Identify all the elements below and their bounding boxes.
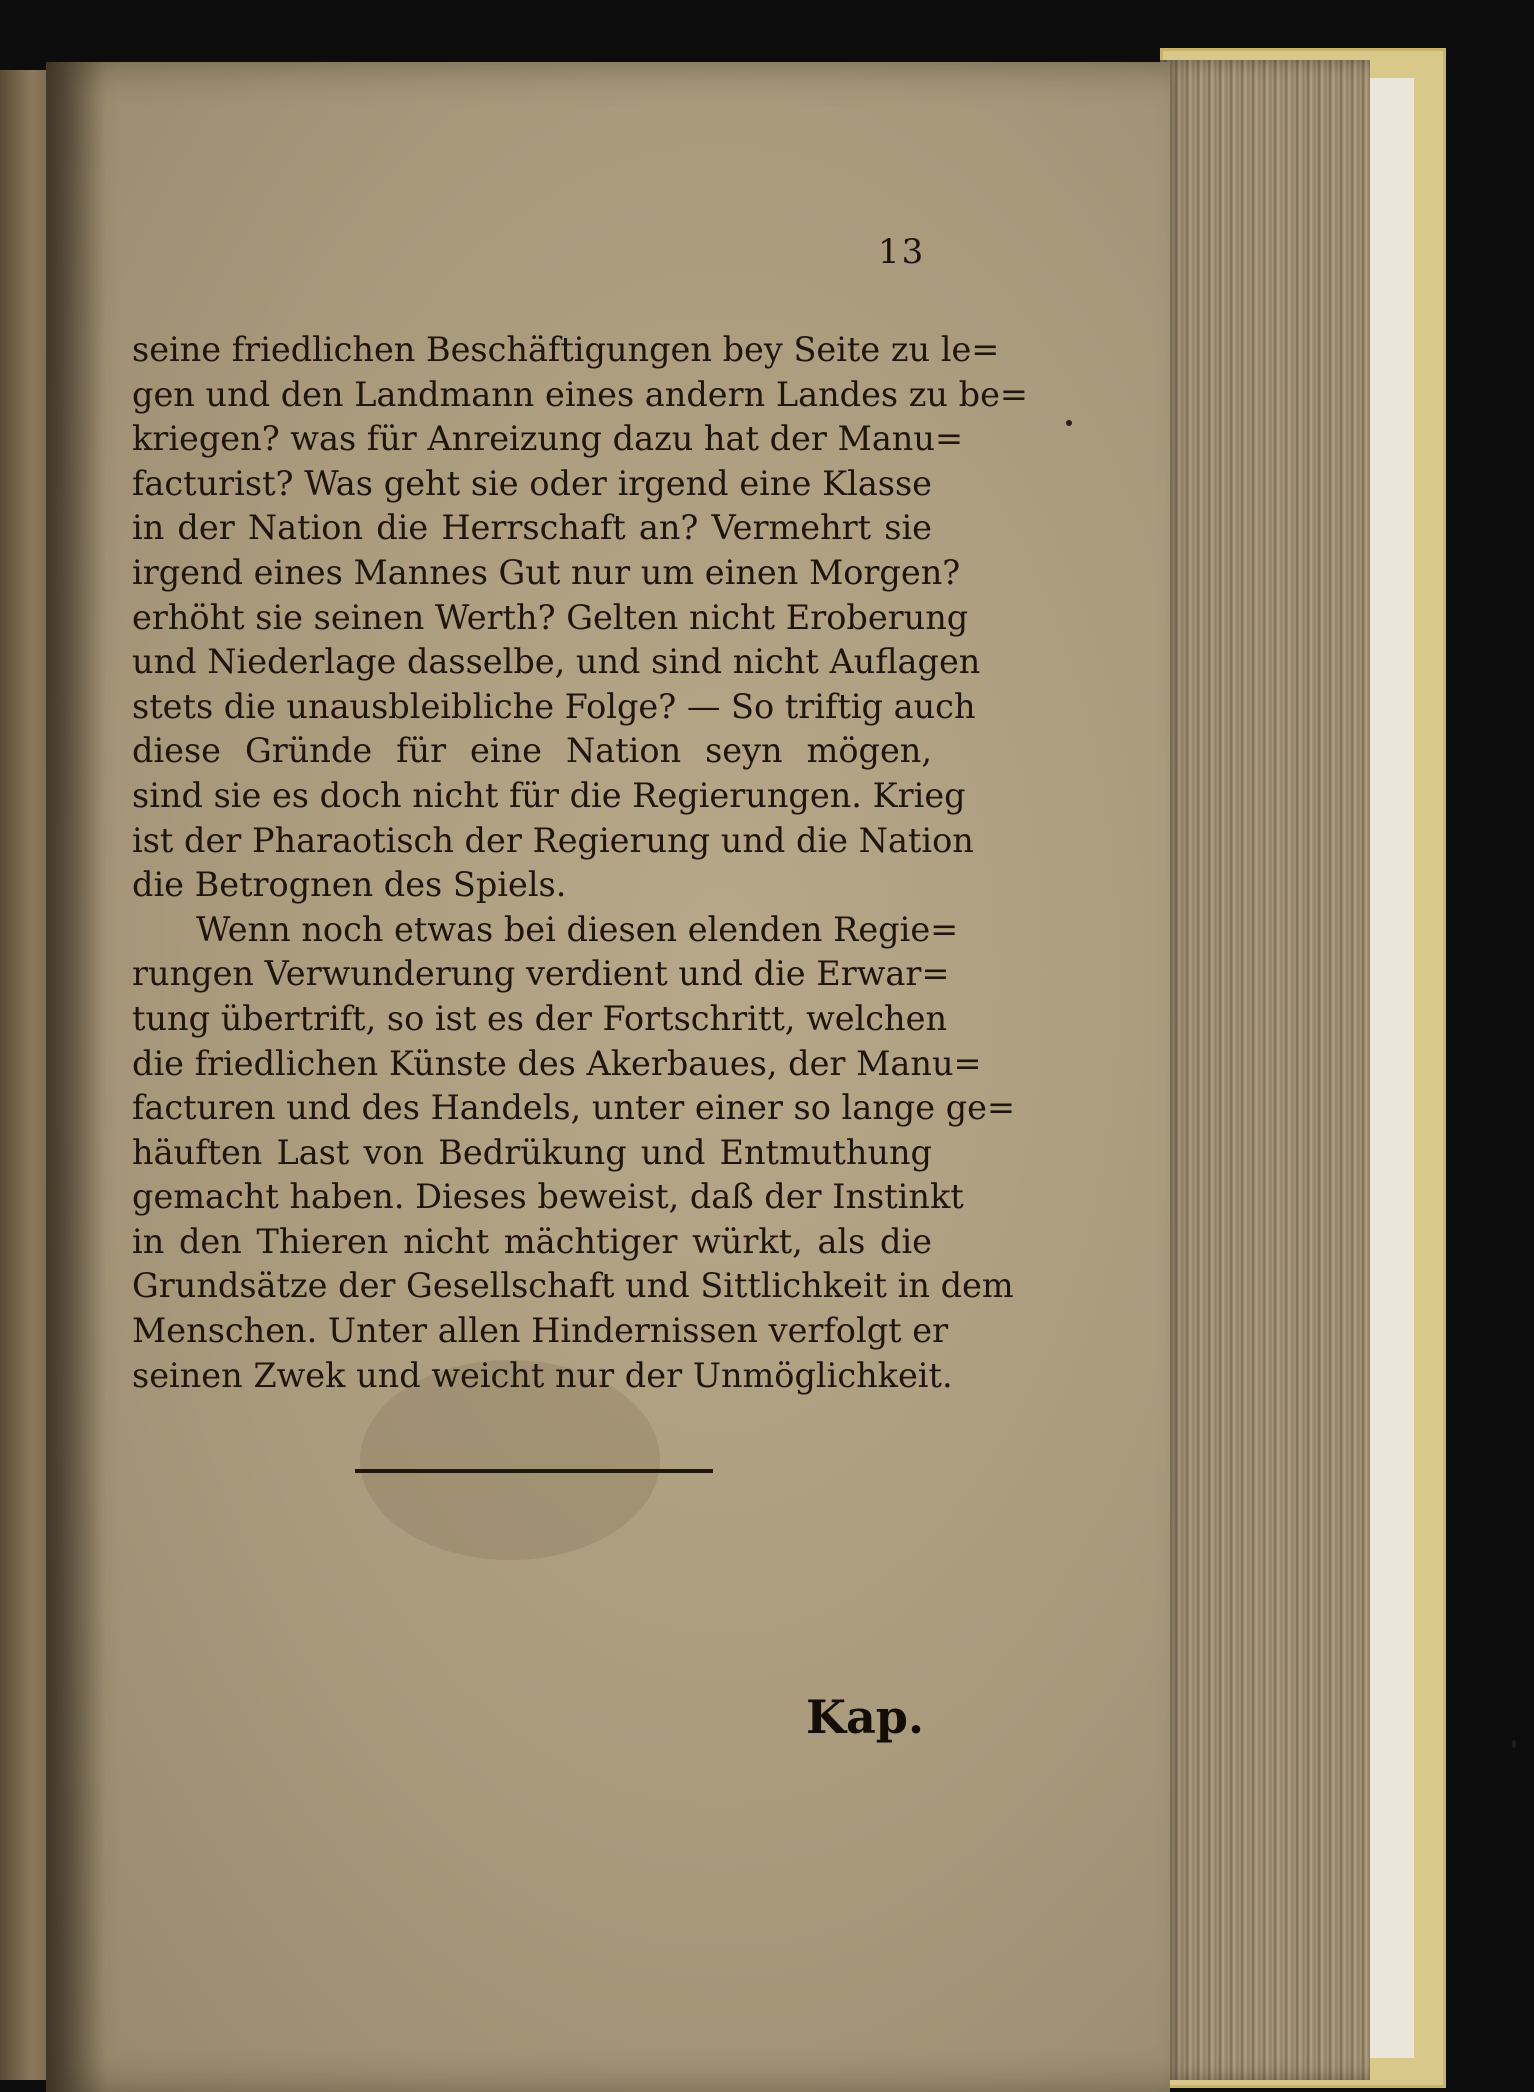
gutter-shadow bbox=[46, 62, 106, 2092]
text-line: häuften Last von Bedrükung und Entmuthung bbox=[132, 1132, 932, 1172]
text-line: Menschen. Unter allen Hindernissen verfolgt er bbox=[132, 1311, 949, 1351]
text-line: tung übertrift, so ist es der Fortschritt, welchen bbox=[132, 998, 948, 1038]
paper-speck bbox=[1066, 420, 1072, 426]
text-line: facturist? Was geht sie oder irgend eine Klasse bbox=[132, 463, 932, 503]
catchword: Kap. bbox=[806, 1690, 924, 1744]
page-number: 13 bbox=[878, 232, 926, 272]
text-line: diese Gründe für eine Nation seyn mögen, bbox=[132, 731, 932, 771]
text-line: facturen und des Handels, unter einer so lange ge= bbox=[132, 1088, 1016, 1128]
text-line: gen und den Landmann eines andern Landes zu be= bbox=[132, 374, 1028, 414]
body-text bbox=[132, 328, 1028, 1398]
text-line: erhöht sie seinen Werth? Gelten nicht Eroberung bbox=[132, 597, 969, 637]
text-line: die Betrognen des Spiels. bbox=[132, 865, 567, 905]
paper-speck bbox=[1512, 1740, 1516, 1748]
text-line: in der Nation die Herrschaft an? Vermehrt sie bbox=[132, 508, 932, 548]
paragraph-2 bbox=[132, 908, 1016, 1399]
paragraph-1 bbox=[132, 328, 1028, 908]
text-line: stets die unausbleibliche Folge? — So triftig auch bbox=[132, 686, 976, 726]
section-divider-rule bbox=[355, 1469, 713, 1473]
text-line: irgend eines Mannes Gut nur um einen Morgen? bbox=[132, 552, 961, 592]
text-line: gemacht haben. Dieses beweist, daß der Instinkt bbox=[132, 1177, 964, 1217]
text-line: seine friedlichen Beschäftigungen bey Seite zu le= bbox=[132, 330, 1000, 369]
text-line: Wenn noch etwas bei diesen elenden Regie= bbox=[196, 909, 959, 949]
text-line: die friedlichen Künste des Akerbaues, der Manu= bbox=[132, 1043, 982, 1083]
text-line: seinen Zwek und weicht nur der Unmöglichkeit. bbox=[132, 1355, 953, 1395]
text-line: kriegen? was für Anreizung dazu hat der Manu= bbox=[132, 419, 964, 459]
text-line: in den Thieren nicht mächtiger würkt, als die bbox=[132, 1221, 932, 1261]
page-edges bbox=[1160, 60, 1370, 2080]
text-line: rungen Verwunderung verdient und die Erwar= bbox=[132, 954, 950, 994]
text-line: Grundsätze der Gesellschaft und Sittlichkeit in dem bbox=[132, 1266, 1014, 1306]
text-line: und Niederlage dasselbe, und sind nicht Auflagen bbox=[132, 642, 981, 682]
text-line: sind sie es doch nicht für die Regierungen. Krieg bbox=[132, 775, 966, 815]
left-page-edge bbox=[0, 70, 52, 2080]
text-line: ist der Pharaotisch der Regierung und die Nation bbox=[132, 820, 974, 860]
